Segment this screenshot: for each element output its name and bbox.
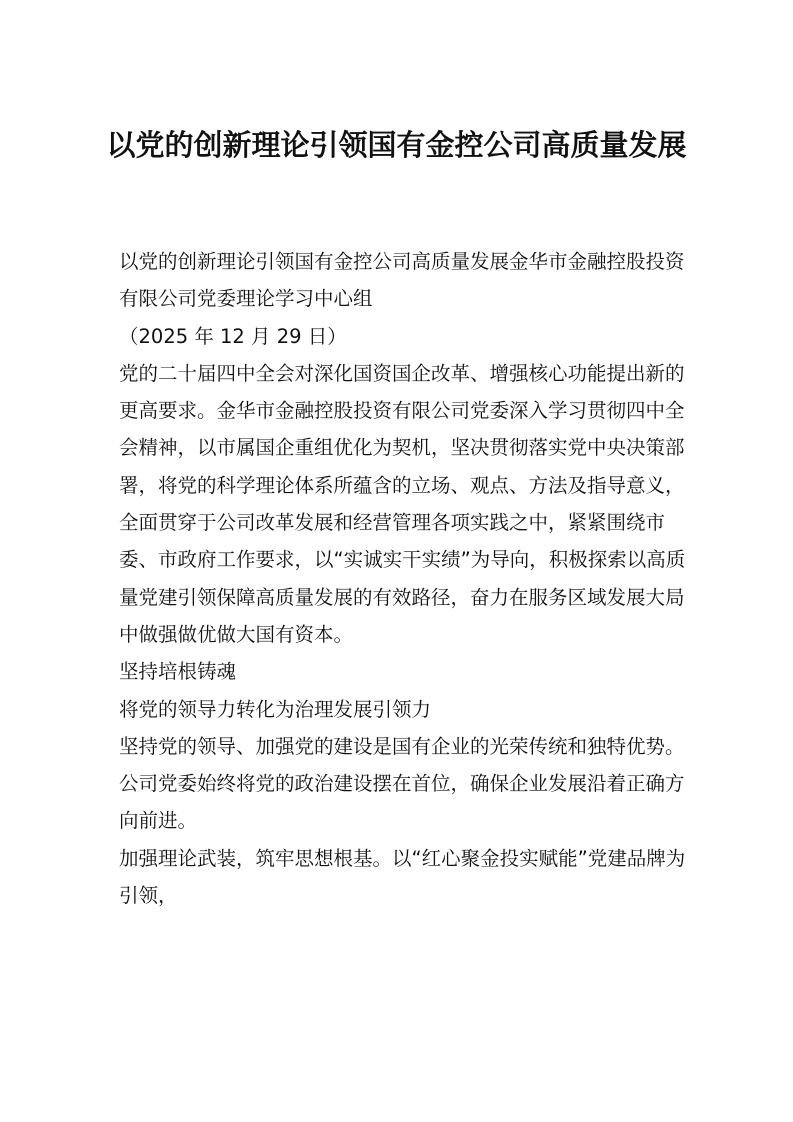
section-heading: 坚持培根铸魂: [119, 660, 237, 684]
body-paragraph: 加强理论武装，筑牢思想根基。以“红心聚金投实赋能”党建品牌为引领，: [119, 846, 686, 908]
section-subheading: 将党的领导力转化为治理发展引领力: [119, 697, 432, 721]
body-paragraph: 坚持党的领导、加强党的建设是国有企业的光荣传统和独特优势。公司党委始终将党的政治建设摆在首位，确保企业发展沿着正确方向前进。: [119, 734, 685, 833]
subtitle-paragraph: 以党的创新理论引领国有金控公司高质量发展金华市金融控股投资有限公司党委理论学习中心组: [119, 250, 685, 311]
document-title: 以党的创新理论引领国有金控公司高质量发展: [106, 128, 687, 162]
intro-paragraph: 党的二十届四中全会对深化国资国企改革、增强核心功能提出新的更高要求。金华市金融控股投资有限公司党委深入学习贯彻四中全会精神，以市属国企重组优化为契机，坚决贯彻落实党中央决策部署，将党的科学理论体系所蕴含的立场、观点、方法及指导意义，全面贯穿于公司改革发展和经营管理各项实践之中，紧紧围绕市委、市政府工作要求，以“实诚实干实绩”为导向，积极探索以高质量党建引领保障高质量发展的有效路径，奋力在服务区域发展大局中做强做优做大国有资本。: [119, 361, 686, 646]
date-line: （2025 年 12 月 29 日）: [119, 324, 347, 348]
document-body: [119, 243, 687, 914]
